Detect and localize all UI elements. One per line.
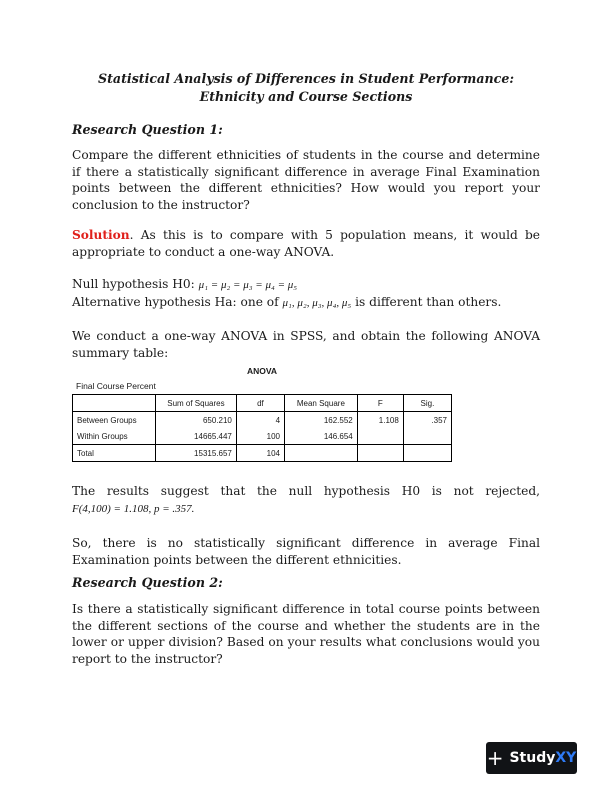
null-hypothesis-line [72, 277, 297, 291]
table-row [73, 428, 452, 445]
table-cell: 14665.447 [155, 428, 236, 445]
anova-header-cell: Sum of Squares [155, 395, 236, 412]
anova-row-label: Between Groups [73, 412, 156, 429]
null-hypothesis-math: μ₁ = μ₂ = μ₃ = μ₄ = μ₅ [198, 279, 298, 291]
logo-text-accent: XY [555, 750, 577, 766]
table-cell: 162.552 [285, 412, 358, 429]
null-hypothesis-label: Null hypothesis H0: [72, 277, 195, 291]
table-cell [403, 445, 451, 462]
alternative-hypothesis-line [72, 295, 501, 309]
document-title: Statistical Analysis of Differences in Student Performance: Ethnicity and Course Sections [98, 71, 514, 104]
anova-table-caption: Final Course Percent [76, 381, 156, 391]
table-cell: 100 [236, 428, 284, 445]
research-question-2-heading: Research Question 2: [72, 575, 223, 590]
table-cell: 4 [236, 412, 284, 429]
anova-row-label: Within Groups [73, 428, 156, 445]
table-cell: 1.108 [357, 412, 403, 429]
anova-header-cell: Mean Square [285, 395, 358, 412]
research-question-2-text: Is there a statistically significant difference in total course points between the different sections of the course and whether the students are in the lower or upper division? Based on your results what conclusions would you report to the instructor? [72, 602, 540, 666]
table-row [73, 412, 452, 429]
table-cell: 146.654 [285, 428, 358, 445]
solution-paragraph [72, 227, 540, 260]
plus-icon: + [486, 746, 504, 770]
table-cell [357, 445, 403, 462]
anova-header-row [73, 395, 452, 412]
table-cell: .357 [403, 412, 451, 429]
anova-table-title: ANOVA [246, 366, 278, 376]
anova-header-cell: df [236, 395, 284, 412]
alternative-hypothesis-label: Alternative hypothesis Ha: one of [72, 295, 279, 309]
anova-header-cell [73, 395, 156, 412]
anova-header-cell: F [357, 395, 403, 412]
table-cell: 650.210 [155, 412, 236, 429]
alternative-hypothesis-suffix: is different than others. [355, 295, 502, 309]
conduct-anova-text: We conduct a one-way ANOVA in SPSS, and obtain the following ANOVA summary table: [72, 329, 540, 360]
solution-text: . As this is to compare with 5 population means, it would be appropriate to conduct a one-way ANOVA. [72, 228, 540, 259]
results-math-line [72, 501, 194, 515]
solution-label: Solution [72, 228, 130, 242]
alternative-hypothesis-math: μ₁, μ₂, μ₃, μ₄, μ₅ [282, 297, 352, 309]
logo-text-main: Study [509, 750, 556, 766]
table-cell [403, 428, 451, 445]
anova-row-label: Total [73, 445, 156, 462]
conclusion-text: So, there is no statistically significant difference in average Final Examination points between the different ethnicities. [72, 536, 540, 567]
results-math: F(4,100) = 1.108, p = .357. [72, 503, 195, 515]
anova-table [72, 394, 452, 462]
table-cell [285, 445, 358, 462]
results-text: The results suggest that the null hypothesis H0 is not rejected, [72, 484, 540, 498]
studyxy-logo [486, 742, 577, 774]
table-row [73, 445, 452, 462]
table-cell [357, 428, 403, 445]
table-cell: 104 [236, 445, 284, 462]
research-question-1-text: Compare the different ethnicities of students in the course and determine if there a statistically significant difference in average Final Examination points between the different ethnicities? How would you report your conclusion to the instructor? [72, 148, 540, 212]
anova-header-cell: Sig. [403, 395, 451, 412]
table-cell: 15315.657 [155, 445, 236, 462]
research-question-1-heading: Research Question 1: [72, 122, 223, 137]
